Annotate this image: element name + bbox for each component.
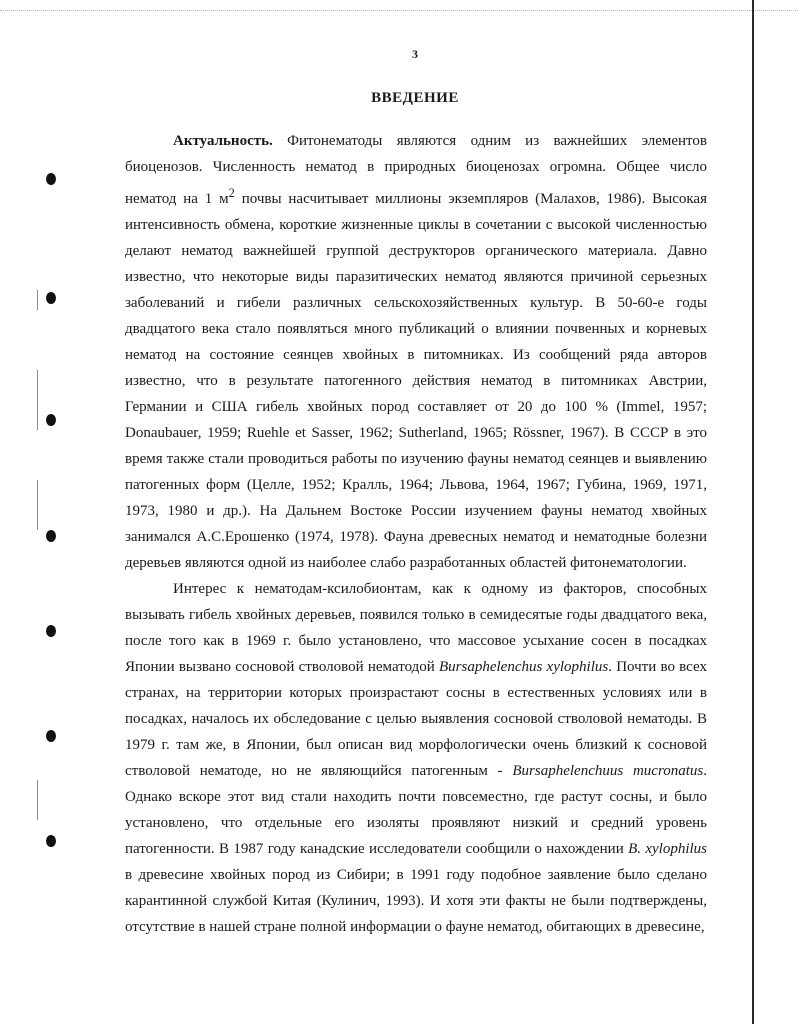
- punch-hole: [46, 835, 56, 847]
- text-run: . Однако вскоре этот вид стали находить почти повсеместно, где растут сосны, и было установлено, что отдельные его изоляты проявляют низкий и средний уровень патогенности. В 1987 году канадские исследователи сообщили о нахождении: [125, 763, 707, 857]
- scan-edge-top: [0, 10, 798, 11]
- margin-line: [37, 370, 38, 430]
- text-run: в древесине хвойных пород из Сибири; в 1991 году подобное заявление было сделано карантинной службой Китая (Кулинич, 1993). И хотя эти факты не были подтверждены, отсутствие в нашей стране полной информации о фауне нематод, обитающих в древесине,: [125, 867, 707, 935]
- lead-term: Актуальность.: [173, 133, 273, 149]
- species-name: Bursaphelenchus xylophilus: [439, 659, 609, 675]
- text-run: Фитонематоды являются одним из важнейших элементов биоценозов. Численность нематод в природных биоценозах огромна. Общее число нематод на 1 м: [125, 133, 707, 207]
- text-run: Интерес к нематодам-ксилобионтам, как к одному из факторов, способных вызывать гибель хвойных деревьев, появился только в семидесятые годы двадцатого века, после того как в 1969 г. было установлено, что массовое усыхание сосен в посадках Японии вызвано сосновой стволовой нематодой: [125, 581, 707, 675]
- page-number: 3: [412, 47, 418, 61]
- superscript: 2: [228, 186, 235, 200]
- punch-hole: [46, 414, 56, 426]
- punch-hole: [46, 625, 56, 637]
- text-run: . Почти во всех странах, на территории которых произрастают сосны в естественных условиях или в посадках, началось их обследование с целью выявления сосновой стволовой нематоды. В 1979 г. там же, в Японии, был описан вид морфологически очень близкий к сосновой стволовой нематоде, но не являющийся патогенным -: [125, 659, 707, 779]
- margin-line: [37, 480, 38, 530]
- punch-hole: [46, 730, 56, 742]
- punch-hole: [46, 530, 56, 542]
- punch-hole: [46, 173, 56, 185]
- species-name: B. xylophilus: [628, 841, 707, 857]
- binding-line: [752, 0, 754, 1024]
- paragraph-relevance: [125, 128, 707, 576]
- punch-hole: [46, 292, 56, 304]
- paragraph-interest: [125, 576, 707, 940]
- species-name: Bursaphelenchuus mucronatus: [512, 763, 704, 779]
- margin-line: [37, 780, 38, 820]
- section-title: ВВЕДЕНИЕ: [371, 90, 459, 106]
- margin-line: [37, 290, 38, 310]
- body-text: [125, 128, 707, 940]
- text-run: почвы насчитывает миллионы экземпляров (Малахов, 1986). Высокая интенсивность обмена, короткие жизненные циклы в сочетании с высокой численностью делают нематод важнейшей группой деструкторов органического материала. Давно известно, что некоторые виды паразитических нематод являются причиной серьезных заболеваний и гибели различных сельскохозяйственных культур. В 50-60-е годы двадцатого века стало появляться много публикаций о влиянии почвенных и корневых нематод на состояние сеянцев хвойных в питомниках. Из сообщений ряда авторов известно, что в результате патогенного действия нематод в питомниках Австрии, Германии и США гибель хвойных пород составляет от 20 до 100 % (Immel, 1957; Donaubauer, 1959; Ruehle et Sasser, 1962; Sutherland, 1965; Rössner, 1967). В СССР в это время также стали проводиться работы по изучению фауны нематод сеянцев и выявлению патогенных форм (Целле, 1952; Кралль, 1964; Львова, 1964, 1967; Губина, 1969, 1971, 1973, 1980 и др.). На Дальнем Востоке России изучением фауны нематод хвойных занимался А.С.Ерошенко (1974, 1978). Фауна древесных нематод и нематодные болезни деревьев являются одной из наиболее слабо разработанных областей фитонематологии.: [125, 191, 707, 571]
